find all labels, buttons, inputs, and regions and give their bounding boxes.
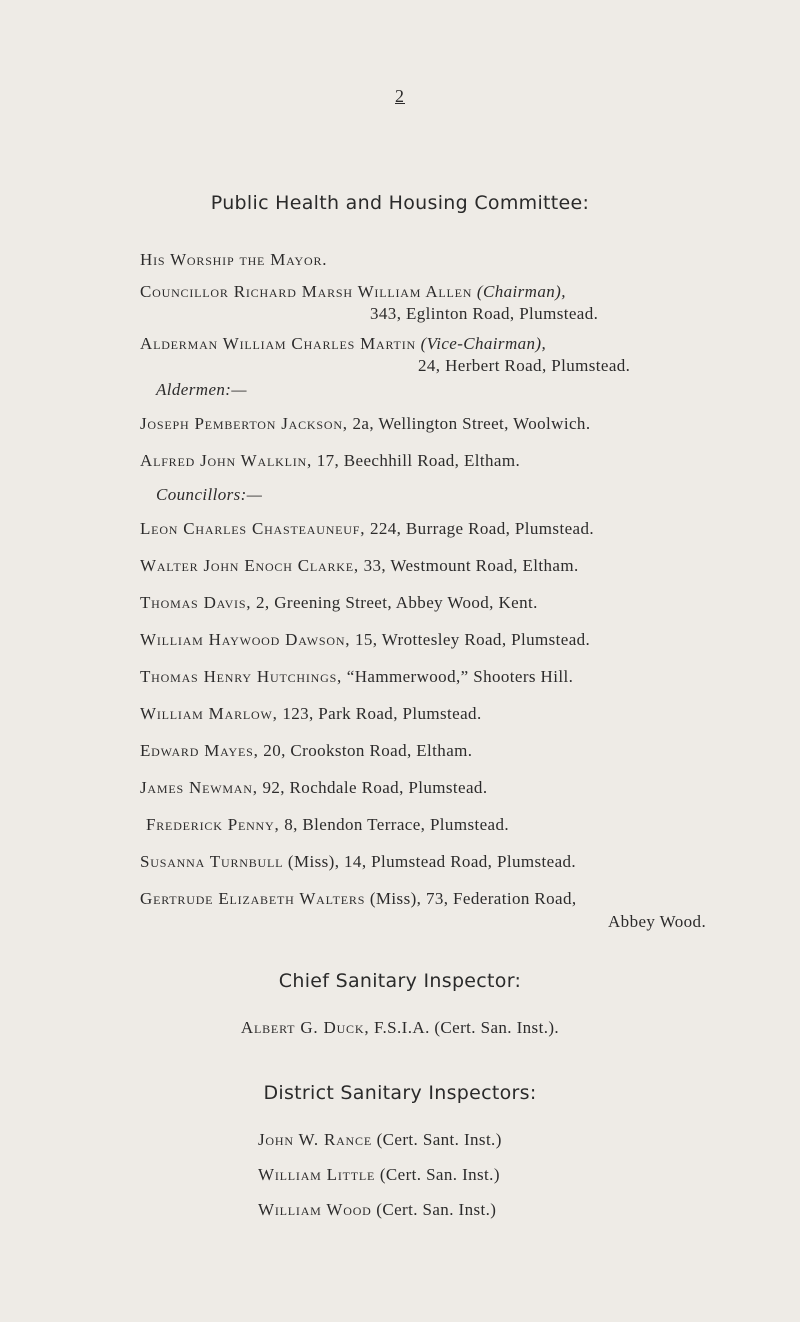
district-inspector-name: William Wood (258, 1200, 372, 1219)
councillor-address: 92, Rochdale Road, Plumstead. (262, 778, 488, 797)
councillor-address: (Miss), 14, Plumstead Road, Plumstead. (287, 852, 577, 871)
aldermen-label: Aldermen:— (156, 380, 247, 399)
chief-inspector-quals: F.S.I.A. (Cert. San. Inst.). (374, 1018, 560, 1037)
councillor-name: Susanna Turnbull (140, 852, 284, 871)
councillor-row (140, 593, 538, 613)
councillor-row (140, 556, 579, 576)
committee-heading: Public Health and Housing Committee: (210, 192, 590, 214)
councillor-address-continued: Abbey Wood. (608, 912, 707, 931)
councillor-name: Frederick Penny, (146, 815, 280, 834)
district-inspector-quals: (Cert. Sant. Inst.) (376, 1130, 502, 1149)
district-inspector-row (258, 1200, 496, 1220)
councillor-address: 33, Westmount Road, Eltham. (363, 556, 579, 575)
vice-chairman-role: (Vice-Chairman), (420, 334, 547, 353)
district-inspector-name: William Little (258, 1165, 376, 1184)
vice-chairman-address: 24, Herbert Road, Plumstead. (418, 356, 631, 375)
chief-inspector-heading: Chief Sanitary Inspector: (278, 970, 522, 992)
vice-chairman-name: Alderman William Charles Martin (140, 334, 416, 353)
councillor-address: “Hammerwood,” Shooters Hill. (346, 667, 574, 686)
chairman-name: Councillor Richard Marsh William Allen (140, 282, 473, 301)
alderman-row (140, 451, 520, 471)
councillor-address: (Miss), 73, Federation Road, (369, 889, 577, 908)
councillor-row (140, 889, 577, 909)
councillor-row (140, 519, 594, 539)
alderman-name: Joseph Pemberton Jackson, (140, 414, 348, 433)
councillor-name: Leon Charles Chasteauneuf, (140, 519, 366, 538)
alderman-name: Alfred John Walklin, (140, 451, 313, 470)
councillors-label: Councillors:— (156, 485, 263, 504)
councillor-name: Thomas Henry Hutchings, (140, 667, 343, 686)
chief-inspector-line (0, 1018, 800, 1038)
councillor-address: 20, Crookston Road, Eltham. (263, 741, 473, 760)
councillor-row (140, 667, 573, 687)
councillor-row (140, 778, 487, 798)
councillor-address: 123, Park Road, Plumstead. (282, 704, 482, 723)
councillor-name: Edward Mayes, (140, 741, 259, 760)
councillor-address: 8, Blendon Terrace, Plumstead. (284, 815, 510, 834)
chief-inspector-name: Albert G. Duck, (240, 1018, 370, 1037)
councillor-row (140, 852, 576, 872)
councillor-name: James Newman, (140, 778, 258, 797)
chairman-address: 343, Eglinton Road, Plumstead. (370, 304, 599, 323)
alderman-address: 17, Beechhill Road, Eltham. (316, 451, 521, 470)
councillor-name: Walter John Enoch Clarke, (140, 556, 359, 575)
district-inspector-name: John W. Rance (258, 1130, 372, 1149)
district-inspector-quals: (Cert. San. Inst.) (376, 1200, 497, 1219)
mayor-line: His Worship the Mayor. (140, 250, 328, 269)
councillor-name: William Marlow, (140, 704, 278, 723)
district-inspector-row (258, 1130, 502, 1150)
councillor-row (140, 630, 590, 650)
councillor-address: 15, Wrottesley Road, Plumstead. (355, 630, 591, 649)
chairman-role: (Chairman), (476, 282, 566, 301)
councillor-name: William Haywood Dawson, (140, 630, 351, 649)
district-inspectors-heading: District Sanitary Inspectors: (263, 1082, 537, 1104)
chairman-line (140, 282, 566, 302)
page-number: 2 (395, 86, 405, 106)
vice-chairman-line (140, 334, 546, 354)
district-inspector-quals: (Cert. San. Inst.) (379, 1165, 500, 1184)
councillor-address: 224, Burrage Road, Plumstead. (369, 519, 595, 538)
councillor-row (140, 741, 472, 761)
councillor-name: Gertrude Elizabeth Walters (140, 889, 366, 908)
councillor-address: 2, Greening Street, Abbey Wood, Kent. (256, 593, 538, 612)
councillor-name: Thomas Davis, (140, 593, 252, 612)
alderman-row (140, 414, 590, 434)
district-inspector-row (258, 1165, 500, 1185)
alderman-address: 2a, Wellington Street, Woolwich. (352, 414, 591, 433)
councillor-row (146, 815, 509, 835)
councillor-row (140, 704, 482, 724)
